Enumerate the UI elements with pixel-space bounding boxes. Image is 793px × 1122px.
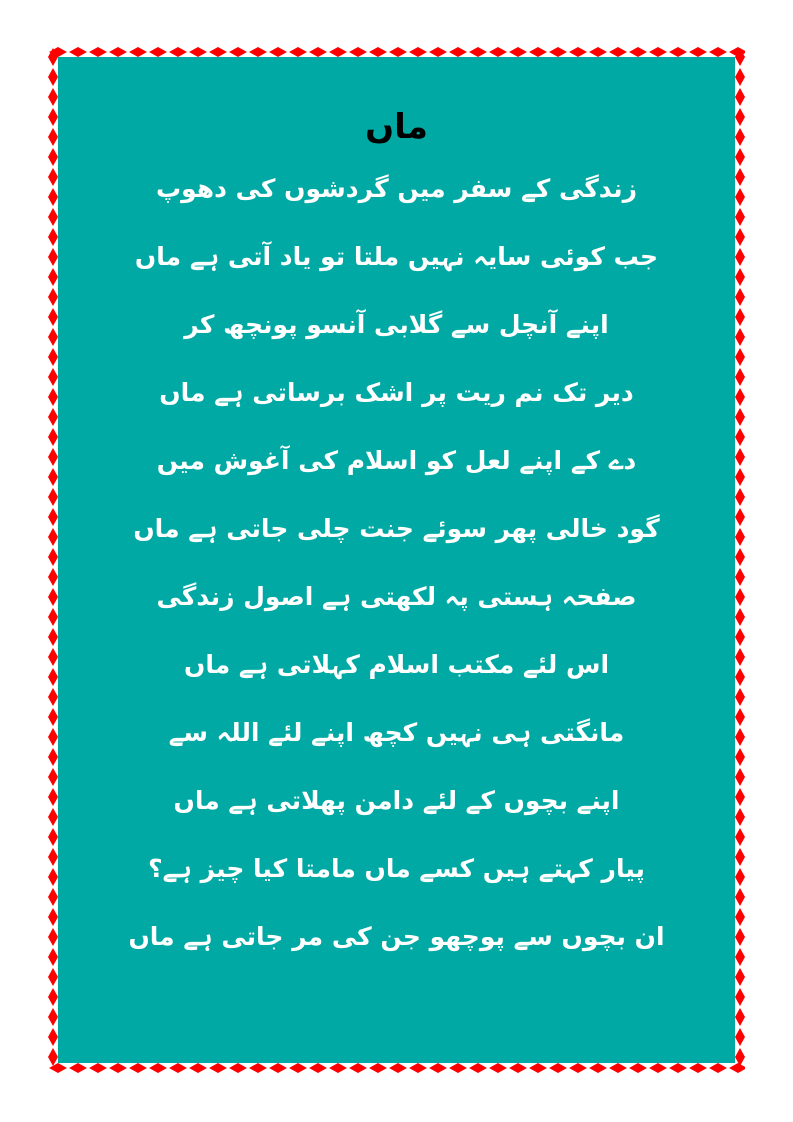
verse-line: ان بچوں سے پوچھو جن کی مر جاتی ہے ماں (128, 922, 665, 951)
poem (58, 105, 735, 971)
verse-line: دیر تک نم ریت پر اشک برساتی ہے ماں (159, 378, 634, 407)
verse-line: زندگی کے سفر میں گردشوں کی دھوپ (155, 174, 638, 203)
poem-panel (58, 57, 735, 1063)
verse-line: اپنے آنچل سے گلابی آنسو پونچھ کر (184, 310, 609, 339)
verse-line: مانگتی ہی نہیں کچھ اپنے لئے اللہ سے (168, 718, 625, 747)
verse-line: دے کے اپنے لعل کو اسلام کی آغوش میں (156, 446, 637, 475)
verse-line: اس لئے مکتب اسلام کہلاتی ہے ماں (183, 650, 610, 679)
poem-title: ماں (365, 107, 428, 147)
verse-line: پیار کہتے ہیں کسے ماں مامتا کیا چیز ہے؟ (148, 854, 645, 883)
verse-line: صفحہ ہستی پہ لکھتی ہے اصول زندگی (156, 582, 637, 611)
verse-line: اپنے بچوں کے لئے دامن پھلاتی ہے ماں (173, 786, 620, 815)
verse-line: گود خالی پھر سوئے جنت چلی جاتی ہے ماں (133, 514, 660, 543)
decorative-border (48, 47, 745, 1073)
verse-list (58, 155, 735, 971)
verse-line: جب کوئی سایہ نہیں ملتا تو یاد آتی ہے ماں (134, 242, 659, 271)
